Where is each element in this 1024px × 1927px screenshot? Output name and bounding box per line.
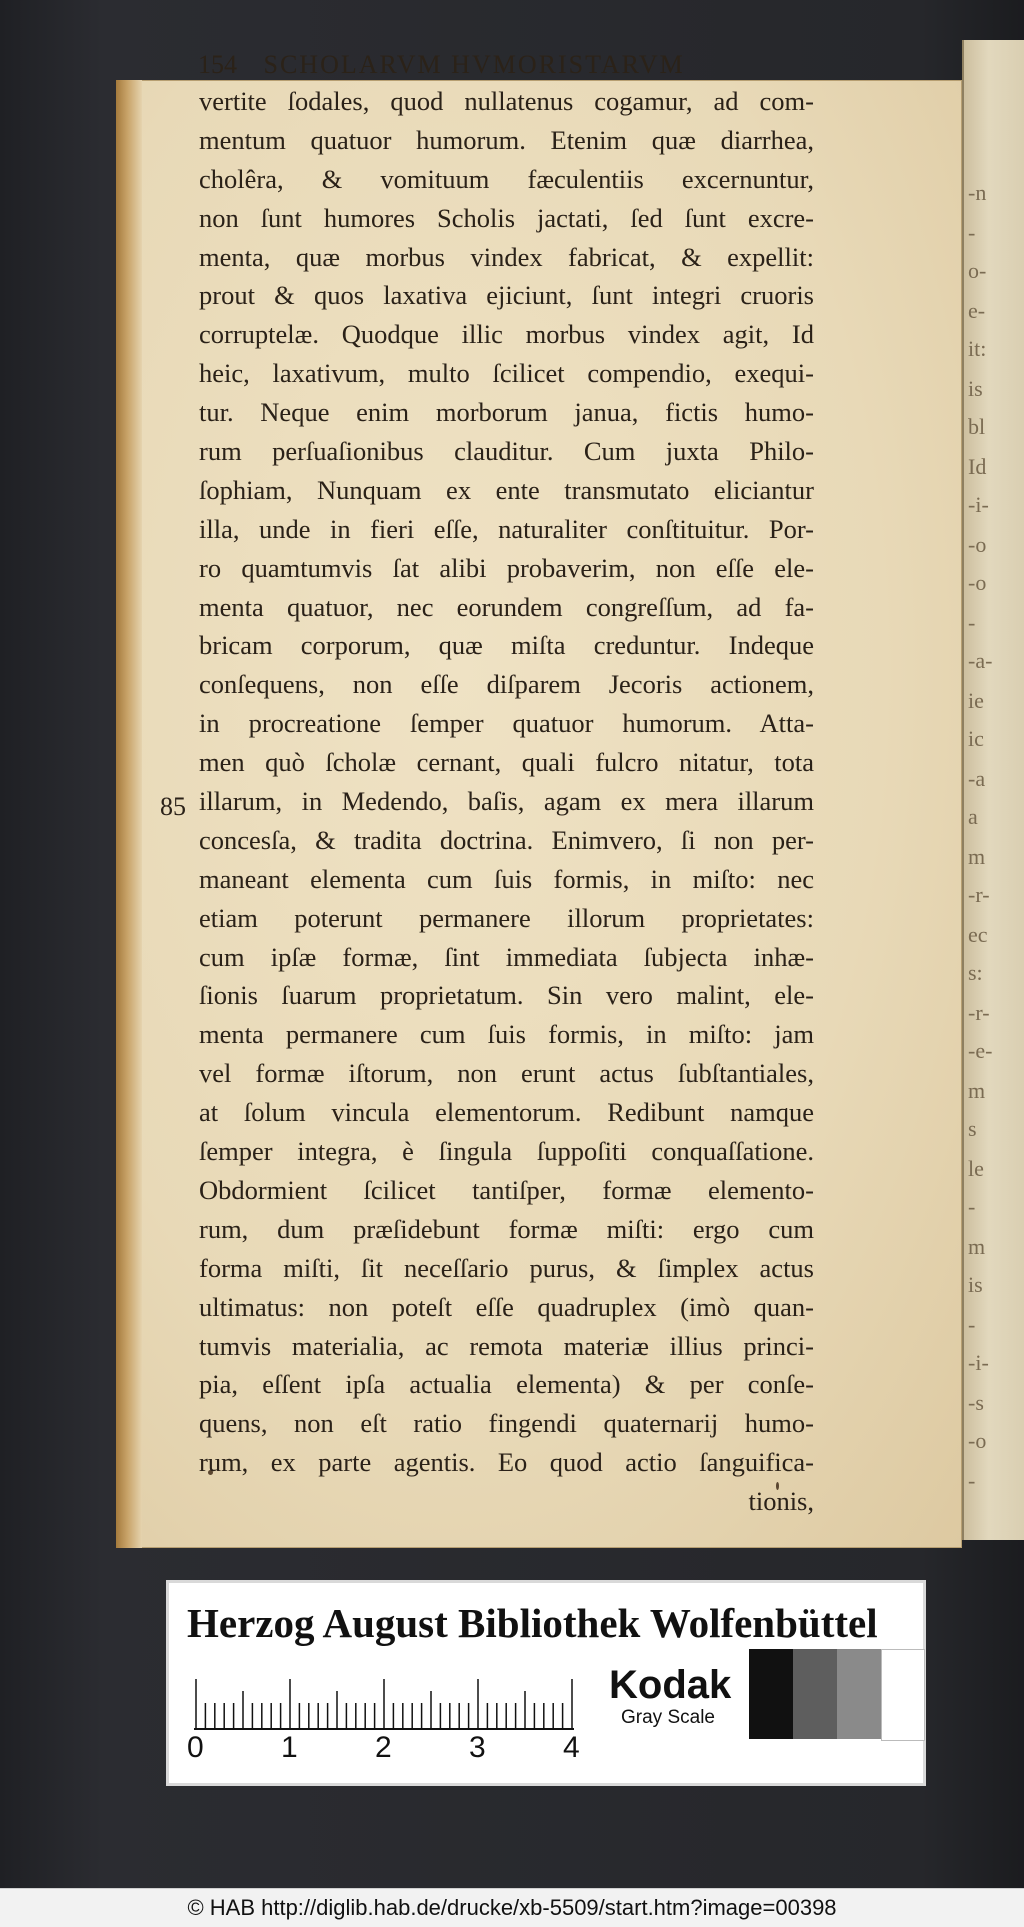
color-target <box>166 1580 926 1786</box>
gray-swatch <box>749 1649 793 1739</box>
text-line: vel formæ iſtorum, non erunt actus ſubſtantiales, <box>199 1058 814 1089</box>
text-line: pia, eſſent ipſa actualia elementa) & per conſe- <box>199 1369 814 1400</box>
text-line: tumvis materialia, ac remota materiæ illius princi- <box>199 1330 814 1361</box>
running-title: SCHOLARVM HVMORISTARVM <box>263 50 685 79</box>
text-line: tionis, <box>748 1486 814 1517</box>
ruler-number: 2 <box>375 1731 392 1764</box>
ruler-number: 3 <box>469 1731 486 1764</box>
text-line: etiam poterunt permanere illorum proprietates: <box>199 902 814 933</box>
gray-scale-label: Gray Scale <box>621 1707 715 1728</box>
text-line: ultimatus: non poteſt eſſe quadruplex (imò quan- <box>199 1291 814 1322</box>
text-line: quens, non eſt ratio fingendi quaternarij humo- <box>199 1408 814 1439</box>
text-line: ſophiam, Nunquam ex ente transmutato eliciantur <box>199 474 814 505</box>
text-line: ro quamtumvis ſat alibi probaverim, non eſſe ele- <box>199 552 814 583</box>
gray-swatch <box>837 1649 881 1739</box>
ruler-scale <box>194 1679 574 1739</box>
text-line: ſionis ſuarum proprietatum. Sin vero malint, ele- <box>199 980 814 1011</box>
copyright-footer: © HAB http://diglib.hab.de/drucke/xb-5509/start.htm?image=00398 <box>0 1888 1024 1927</box>
text-line: maneant elementa cum ſuis formis, in miſto: nec <box>199 863 814 894</box>
text-line: in procreatione ſemper quatuor humorum. Atta- <box>199 708 814 739</box>
text-line: forma miſti, ſit neceſſario purus, & ſimplex actus <box>199 1252 814 1283</box>
text-line: menta quatuor, nec eorundem congreſſum, ad fa- <box>199 591 814 622</box>
text-line: Obdormient ſcilicet tantiſper, formæ elemento- <box>199 1174 814 1205</box>
text-line: conſequens, non eſſe diſparem Jecoris actionem, <box>199 669 814 700</box>
text-line: vertite ſodales, quod nullatenus cogamur, ad com- <box>199 86 814 116</box>
ruler-number: 0 <box>187 1731 204 1764</box>
ruler-number: 4 <box>563 1731 580 1764</box>
library-name: Herzog August Bibliothek Wolfenbüttel <box>187 1600 878 1646</box>
page-spine-edge <box>116 80 142 1548</box>
text-line: menta, quæ morbus vindex fabricat, & expellit: <box>199 241 814 272</box>
text-line: ſemper integra, è ſingula ſuppoſiti conquaſſatione. <box>199 1136 814 1167</box>
ruler-number: 1 <box>281 1731 298 1764</box>
text-line: menta permanere cum ſuis formis, in miſto: jam <box>199 1019 814 1050</box>
page-number: 154 <box>198 50 237 79</box>
facing-page-edge: -n - o- e- it: is bl Id -i- -o -o - -a- ie ic -a a m -r- ec s: -r- -e- m s le - m is - -i- -s -o - <box>962 40 1024 1540</box>
text-line: rum, dum præſidebunt formæ miſti: ergo cum <box>199 1213 814 1244</box>
text-line: rum perſuaſionibus clauditur. Cum juxta Philo- <box>199 436 814 467</box>
ruler-numbers <box>187 1731 607 1771</box>
margin-number: 85 <box>160 792 186 821</box>
text-line: illarum, in Medendo, baſis, agam ex mera illarum <box>199 786 814 817</box>
text-line: bricam corporum, quæ miſta creduntur. Indeque <box>199 630 814 661</box>
body-text <box>199 82 814 1521</box>
text-line: cholêra, & vomituum fæculentiis excernuntur, <box>199 163 814 194</box>
text-line: illa, unde in fieri eſſe, naturaliter conſtituitur. Por- <box>199 513 814 544</box>
text-line: concesſa, & tradita doctrina. Enimvero, ſi non per- <box>199 824 814 855</box>
text-line: at ſolum vincula elementorum. Redibunt namque <box>199 1097 814 1128</box>
text-line: heic, laxativum, multo ſcilicet compendio, exequi- <box>199 358 814 389</box>
text-line: prout & quos laxativa ejiciunt, ſunt integri cruoris <box>199 280 814 311</box>
text-line: mentum quatuor humorum. Etenim quæ diarrhea, <box>199 124 814 155</box>
text-line: non ſunt humores Scholis jactati, ſed ſunt excre- <box>199 202 814 233</box>
gray-swatch <box>881 1649 925 1741</box>
kodak-logo: Kodak <box>609 1663 732 1707</box>
running-header <box>198 50 818 80</box>
gray-swatch <box>793 1649 837 1739</box>
text-line: cum ipſæ formæ, ſint immediata ſubjecta inhæ- <box>199 941 814 972</box>
text-line: men quò ſcholæ cernant, quali fulcro nitatur, tota <box>199 747 814 778</box>
text-line: corruptelæ. Quodque illic morbus vindex agit, Id <box>199 319 814 350</box>
text-line: tur. Neque enim morborum janua, fictis humo- <box>199 397 814 428</box>
text-line: rum, ex parte agentis. Eo quod actio ſanguifica- <box>199 1447 814 1478</box>
